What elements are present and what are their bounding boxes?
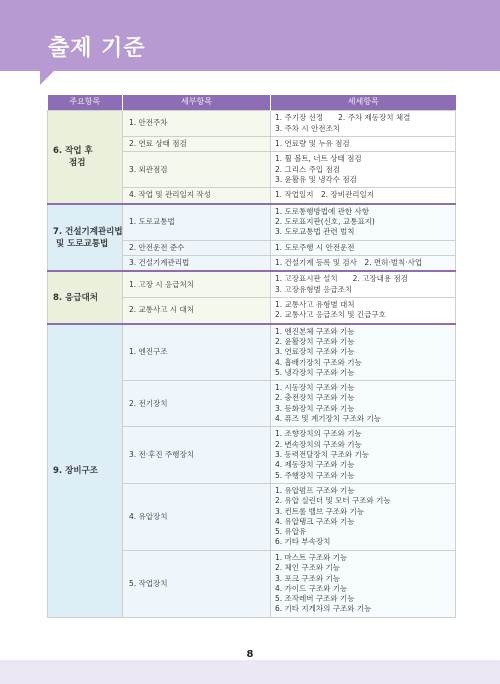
detail-item-cell <box>271 255 456 271</box>
page-footer-band <box>0 660 500 684</box>
main-item-label: 및 도로교통법 <box>56 238 109 249</box>
sub-item-cell: 2. 교통사고 시 대처 <box>123 298 271 324</box>
sub-item-cell: 3. 외관점검 <box>123 152 271 188</box>
detail-item-line: 4. 흡배기장치 구조와 기능 <box>275 357 362 367</box>
exam-criteria-table <box>47 95 456 618</box>
detail-item-cell <box>271 381 456 427</box>
sub-item-cell: 3. 전·후진 주행장치 <box>123 427 271 483</box>
detail-item-line: 5. 냉각장치 구조와 기능 <box>275 367 355 377</box>
detail-item-line: 1. 건설기계 등록 및 검사 2. 면허·벌칙·사업 <box>275 258 423 268</box>
detail-item-line: 1. 교통사고 유형별 대처 <box>275 300 355 310</box>
detail-item-line: 1. 시동장치 구조와 기능 <box>275 383 355 393</box>
detail-item-line: 3. 등화장치 구조와 기능 <box>275 403 355 413</box>
detail-item-cell <box>271 240 456 255</box>
sub-item-cell: 1. 고장 시 응급처치 <box>123 271 271 297</box>
sub-item-cell: 1. 도로교통법 <box>123 204 271 240</box>
sub-item-cell: 1. 엔진구조 <box>123 324 271 381</box>
column-header-detail: 세세항목 <box>271 95 456 111</box>
detail-item-line: 1. 유압펌프 구조와 기능 <box>275 485 355 495</box>
sub-item-cell: 2. 안전운전 준수 <box>123 240 271 255</box>
detail-item-line: 2. 윤활장치 구조와 기능 <box>275 336 355 346</box>
detail-item-cell <box>271 483 456 550</box>
sub-item-cell: 4. 작업 및 관리일지 작성 <box>123 188 271 204</box>
sub-item-cell: 2. 전기장치 <box>123 381 271 427</box>
detail-item-line: 1. 휠 볼트, 너트 상태 점검 <box>275 154 362 164</box>
detail-item-line: 3. 주차 시 안전조치 <box>275 123 341 133</box>
detail-item-cell <box>271 271 456 297</box>
detail-item-line: 2. 충전장치 구조와 기능 <box>275 393 355 403</box>
detail-item-line: 5. 유압유 <box>275 527 307 537</box>
main-item-label: 9. 장비구조 <box>53 465 98 476</box>
header-tab-notch <box>40 71 54 85</box>
detail-item-line: 2. 그리스 주입 점검 <box>275 164 341 174</box>
detail-item-line: 3. 윤활유 및 냉각수 점검 <box>275 174 357 184</box>
detail-item-line: 2. 변속장치의 구조와 기능 <box>275 439 362 449</box>
detail-item-cell <box>271 298 456 324</box>
detail-item-line: 3. 동력전달장치 구조와 기능 <box>275 449 370 459</box>
detail-item-line: 1. 고장표시판 설치 2. 고장내용 점검 <box>275 274 409 284</box>
sub-item-cell: 3. 건설기계관리법 <box>123 255 271 271</box>
detail-item-cell <box>271 204 456 240</box>
main-item-label: 점검 <box>69 157 86 168</box>
detail-item-line: 1. 연료량 및 누유 점검 <box>275 139 350 148</box>
table-header-row <box>48 95 456 111</box>
main-item-cell <box>48 204 123 272</box>
column-header-main: 주요항목 <box>48 95 123 111</box>
detail-item-line: 5. 주행장치 구조와 기능 <box>275 470 355 480</box>
table-row <box>48 324 456 381</box>
sub-item-cell: 2. 연료 상태 점검 <box>123 137 271 152</box>
detail-item-line: 6. 기타 부속장치 <box>275 537 331 547</box>
detail-item-line: 4. 퓨즈 및 계기장치 구조와 기능 <box>275 414 382 424</box>
detail-item-line: 1. 엔진본체 구조와 기능 <box>275 326 355 336</box>
sub-item-cell: 1. 안전주차 <box>123 111 271 137</box>
detail-item-line: 4. 가이드 구조와 기능 <box>275 583 348 593</box>
detail-item-line: 2. 도로표지판(신호, 교통표지) <box>275 217 375 227</box>
detail-item-line: 4. 유압탱크 구조와 기능 <box>275 516 355 526</box>
sub-item-cell: 4. 유압장치 <box>123 483 271 550</box>
table-row <box>48 204 456 240</box>
detail-item-line: 1. 도로통행방법에 관한 사항 <box>275 206 370 216</box>
detail-item-line: 3. 고장유형별 응급조치 <box>275 284 353 294</box>
detail-item-cell <box>271 137 456 152</box>
detail-item-cell <box>271 111 456 137</box>
detail-item-cell <box>271 550 456 617</box>
detail-item-line: 3. 도로교통법 관련 벌칙 <box>275 227 355 237</box>
table-row <box>48 111 456 137</box>
detail-item-line: 2. 체인 구조와 기능 <box>275 563 341 573</box>
main-item-cell <box>48 324 123 618</box>
detail-item-cell <box>271 188 456 204</box>
detail-item-line: 2. 교통사고 응급조치 및 긴급구호 <box>275 310 386 320</box>
detail-item-cell <box>271 152 456 188</box>
main-item-label: 6. 작업 후 <box>53 145 93 156</box>
main-item-label: 7. 건설기계관리법 <box>53 226 123 237</box>
column-header-sub: 세부항목 <box>123 95 271 111</box>
detail-item-line: 4. 제동장치 구조와 기능 <box>275 460 355 470</box>
detail-item-line: 3. 포크 구조와 기능 <box>275 573 341 583</box>
main-item-label: 8. 응급대처 <box>53 292 98 303</box>
main-item-cell <box>48 271 123 323</box>
detail-item-cell <box>271 324 456 381</box>
table-row <box>48 271 456 297</box>
detail-item-line: 1. 주기장 선정 2. 주차 제동장치 체결 <box>275 113 411 123</box>
detail-item-line: 1. 조향장치의 구조와 기능 <box>275 429 362 439</box>
detail-item-line: 3. 컨트롤 밸브 구조와 기능 <box>275 506 365 516</box>
detail-item-line: 1. 작업일지 2. 장비관리일지 <box>275 190 375 200</box>
detail-item-line: 3. 연료장치 구조와 기능 <box>275 347 355 357</box>
page-number: 8 <box>246 649 254 660</box>
page-title: 출제 기준 <box>48 36 146 61</box>
detail-item-cell <box>271 427 456 483</box>
detail-item-line: 1. 도로주행 시 안전운전 <box>275 242 355 252</box>
detail-item-line: 1. 마스트 구조와 기능 <box>275 552 348 562</box>
sub-item-cell: 5. 작업장치 <box>123 550 271 617</box>
main-item-cell <box>48 111 123 204</box>
detail-item-line: 2. 유압 실린더 및 모터 구조와 기능 <box>275 496 391 506</box>
detail-item-line: 6. 기타 지게차의 구조와 기능 <box>275 604 372 614</box>
detail-item-line: 5. 조작레버 구조와 기능 <box>275 594 355 604</box>
